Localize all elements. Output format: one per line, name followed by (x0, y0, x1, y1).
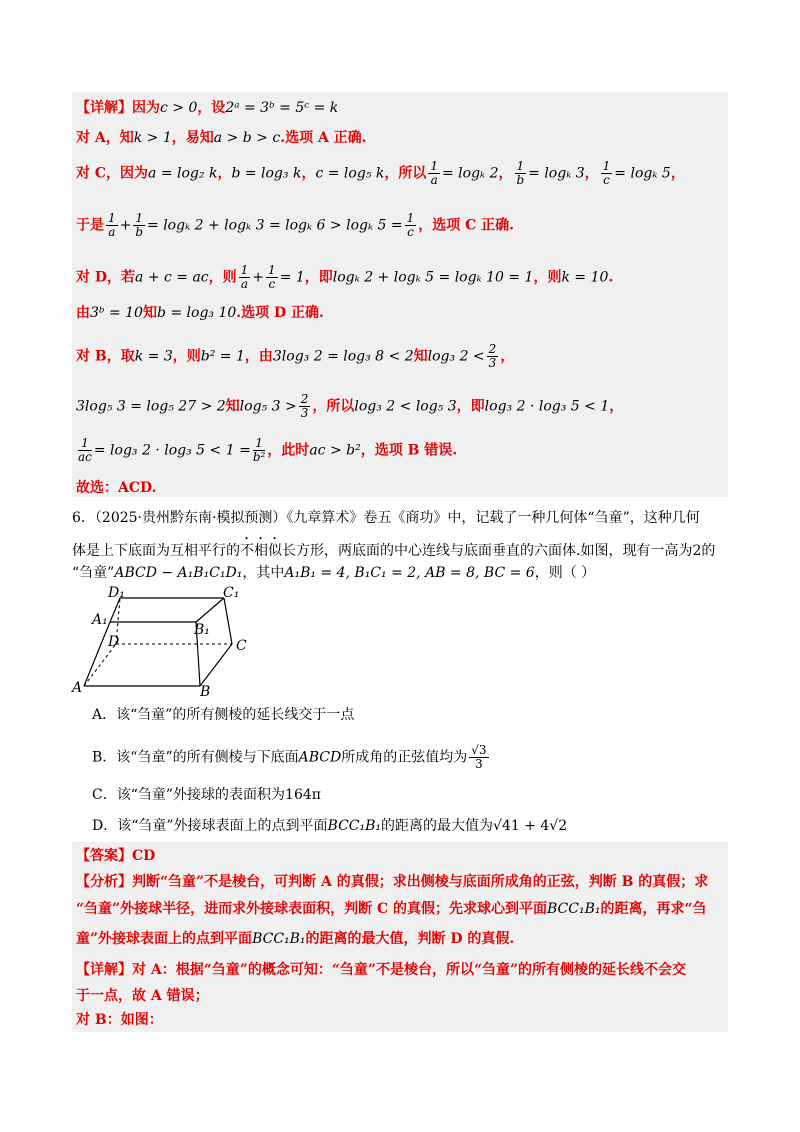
fraction: $\frac{1}{c}$ (268, 263, 276, 291)
option-a: A．该“刍童”的所有侧棱的延长线交于一点 (92, 707, 355, 723)
fraction: $\frac{2}{3}$ (300, 392, 309, 420)
question-line-2: 体是上下底面为互相平行的不相似长方形，两底面的中心连线与底面垂直的六面体.如图，现有一高为2的 (72, 543, 716, 559)
edge-ad-hidden (84, 644, 116, 686)
detail-line-2: 于一点，故 A 错误； (76, 988, 209, 1004)
sol-line-8: 3log₅ 3 = log₅ 27 > 2知log₅ 3 > $\frac{2}{3}$ ，所以log₃ 2 < log₅ 3，即log₃ 2 · log₃ 5 < 1， (76, 392, 624, 420)
label-b: B (200, 684, 211, 698)
question-line-1: 6．（2025·贵州黔东南·模拟预测）《九章算术》卷五《商功》中，记载了一种几何体“刍童”，这种几何 (72, 510, 700, 526)
label-b1: B₁ (194, 622, 210, 638)
sol-line-5: 对 D，若a + c = ac，则 $\frac{1}{a}$ + $\frac{1}{c}$ = 1，即logₖ 2 + logₖ 5 = logₖ 10 = 1，则k = 10. (76, 263, 614, 291)
label-d1: D₁ (108, 586, 125, 601)
fraction: $\frac{1}{a}$ (108, 211, 116, 239)
edge-b1c1 (196, 598, 224, 622)
sol-line-9: $\frac{1}{ac}$ = log₃ 2 · log₃ 5 < 1 = $\frac{1}{\text{b²}}$ ，此时ac > b²，选项 B 错误. (78, 436, 458, 464)
fraction: $\frac{1}{ac}$ (78, 436, 92, 464)
fraction: $\frac{1}{a}$ (430, 159, 438, 187)
fraction: $\frac{1}{b}$ (516, 159, 525, 187)
sol-line-4: 于是 $\frac{1}{a}$ + $\frac{1}{b}$ = logₖ 2 + logₖ 3 = logₖ 6 > logₖ 5 = $\frac{1}{c}$ ，选项 C 正确. (76, 211, 515, 239)
fraction: $\frac{1}{\text{b²}}$ (252, 436, 266, 464)
edge-bc (200, 644, 232, 686)
question-line-3: “刍童”ABCD − A₁B₁C₁D₁，其中A₁B₁ = 4, B₁C₁ = 2, AB = 8, BC = 6，则（ ） (72, 565, 596, 581)
analysis-line-2: “刍童”外接球半径，进而求外接球表面积，判断 C 的真假；先求球心到平面BCC₁B₁的距离，再求“刍 (76, 901, 707, 917)
chutong-figure (70, 586, 270, 698)
detail-line-3: 对 B：如图： (76, 1012, 163, 1028)
sol-line-2: 对 A，知k > 1，易知a > b > c.选项 A 正确. (76, 130, 367, 146)
answer-line: 【答案】CD (76, 848, 156, 864)
sol-line-3: 对 C，因为a = log₂ k，b = log₃ k，c = log₅ k，所以 $\frac{1}{a}$ = logₖ 2， $\frac{1}{b}$ = logₖ 3， $\frac{1}{c}$ = logₖ 5， (76, 159, 685, 187)
sol-line-6: 由3ᵇ = 10知b = log₃ 10.选项 D 正确. (76, 305, 324, 321)
option-c: C．该“刍童”外接球的表面积为164π (92, 787, 321, 803)
label-a: A (72, 680, 83, 696)
edge-cc1 (224, 598, 232, 644)
sol-line-1: 【详解】因为c > 0，设2ᵃ = 3ᵇ = 5ᶜ = k (76, 100, 339, 116)
fraction: $\frac{2}{3}$ (488, 342, 497, 370)
detail-line-1: 【详解】对 A：根据“刍童”的概念可知：“刍童”不是棱台，所以“刍童”的所有侧棱的延长线不会交 (76, 962, 687, 978)
label-c: C (236, 638, 247, 654)
fraction: $\frac{1}{a}$ (240, 263, 249, 291)
edge-aa1 (84, 622, 110, 686)
emphasis-dots: 不相似 (240, 543, 282, 559)
option-b: B．该“刍童”的所有侧棱与下底面ABCD所成角的正弦值均为 $\frac{√3}{3}$ (92, 743, 487, 771)
sol-line-7: 对 B，取k = 3，则b² = 1，由3log₃ 2 = log₃ 8 < 2知log₃ 2 < $\frac{2}{3}$ ， (76, 342, 515, 370)
label-c1: C₁ (223, 586, 240, 601)
analysis-line-1: 【分析】判断“刍童”不是棱台，可判断 A 的真假；求出侧棱与底面所成角的正弦，判断 B 的真假；求 (76, 874, 709, 890)
fraction: $\frac{1}{c}$ (406, 211, 415, 239)
option-d: D．该“刍童”外接球表面上的点到平面BCC₁B₁的距离的最大值为√41 + 4√2 (92, 818, 568, 834)
fraction: $\frac{1}{c}$ (602, 159, 611, 187)
sol-line-10: 故选：ACD. (76, 480, 157, 496)
label-a1: A₁ (92, 612, 108, 628)
label-d: D (108, 634, 120, 650)
analysis-line-3: 童”外接球表面上的点到平面BCC₁B₁的距离的最大值，判断 D 的真假. (76, 931, 515, 947)
fraction: $\frac{1}{b}$ (135, 211, 144, 239)
fraction: $\frac{√3}{3}$ (471, 743, 487, 771)
